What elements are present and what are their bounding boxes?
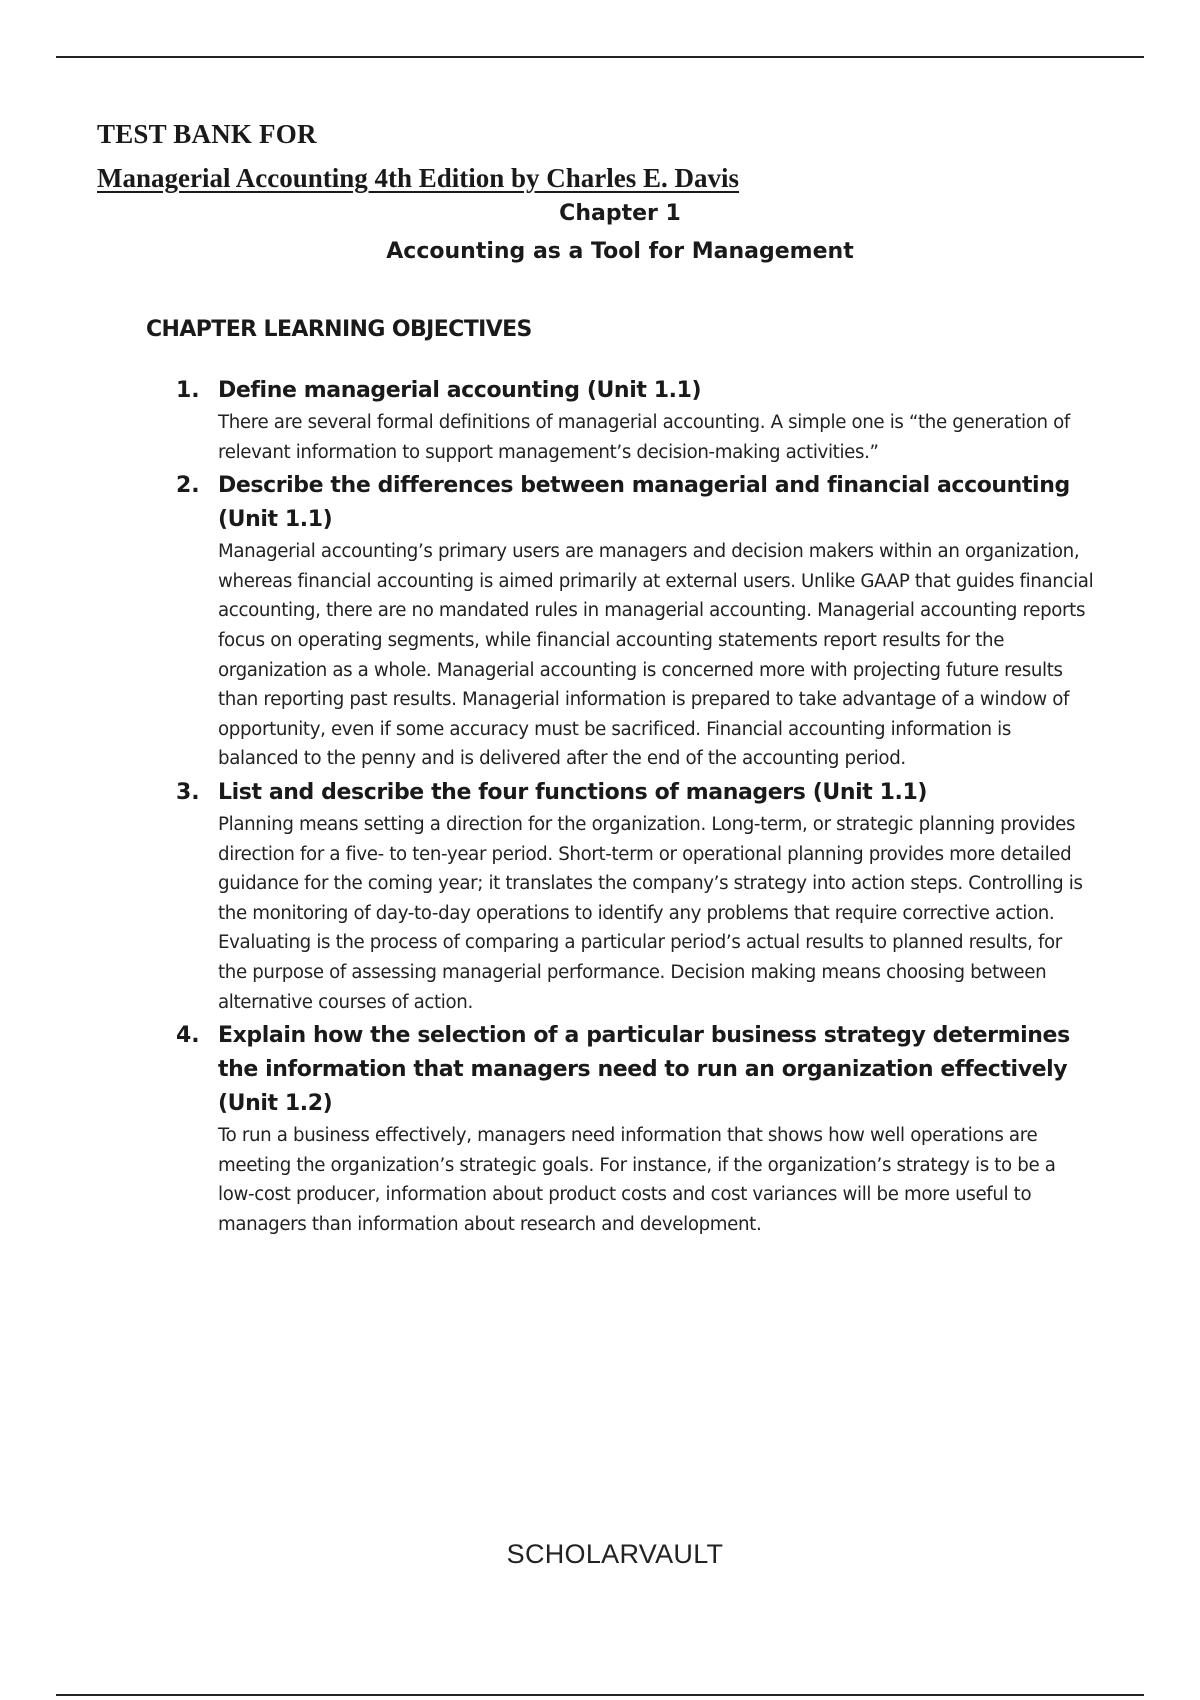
document-header bbox=[97, 112, 739, 200]
objective-body: To run a business effectively, managers need information that shows how well operations are meeting the organization’s strategic goals. For instance, if the organization’s strategy is to be a low-cost producer, information about product costs and cost variances will be more useful to managers than information about research and development. bbox=[218, 1125, 1056, 1235]
objective-number: 3. bbox=[176, 779, 200, 805]
objective-body: There are several formal definitions of managerial accounting. A simple one is “the generation of relevant information to support management’s decision-making activities.” bbox=[218, 412, 1070, 463]
objective-heading: Describe the differences between managerial and financial accounting (Unit 1.1) bbox=[218, 473, 1070, 533]
objective-heading: Explain how the selection of a particular business strategy determines the information that managers need to run an organization effectively (Unit 1.2) bbox=[218, 1023, 1070, 1117]
objective-item-1 bbox=[176, 374, 1096, 467]
chapter-title: Accounting as a Tool for Management bbox=[386, 239, 854, 264]
chapter-number: Chapter 1 bbox=[559, 201, 681, 226]
watermark-label: SCHOLARVAULT bbox=[506, 1539, 724, 1569]
objective-body: Managerial accounting’s primary users are managers and decision makers within an organization, whereas financial accounting is aimed primarily at external users. Unlike GAAP that guides financial accounting, there are no mandated rules in managerial accounting. Managerial accounting reports focus on operating segments, while financial accounting statements report results for the organization as a whole. Managerial accounting is concerned more with projecting future results than reporting past results. Managerial information is prepared to take advantage of a window of opportunity, even if some accuracy must be sacrificed. Financial accounting information is balanced to the penny and is delivered after the end of the accounting period. bbox=[218, 541, 1094, 770]
objective-number: 1. bbox=[176, 378, 200, 403]
test-bank-label: TEST BANK FOR bbox=[97, 119, 317, 149]
objective-heading: Define managerial accounting (Unit 1.1) bbox=[218, 378, 702, 403]
objective-item-2 bbox=[176, 469, 1096, 774]
objective-body: Planning means setting a direction for the organization. Long-term, or strategic planning provides direction for a five- to ten-year period. Short-term or operational planning provides more detailed guidance for the coming year; it translates the company’s strategy into action steps. Controlling is the monitoring of day-to-day operations to identify any problems that require corrective action. Evaluating is the process of comparing a particular period’s actual results to planned results, for the purpose of assessing managerial performance. Decision making means choosing between alternative courses of action. bbox=[218, 813, 1083, 1013]
objective-item-3 bbox=[176, 776, 1096, 1017]
book-title: Managerial Accounting 4th Edition by Charles E. Davis bbox=[97, 163, 740, 193]
bottom-divider bbox=[56, 1694, 1144, 1696]
top-divider bbox=[56, 56, 1144, 58]
objectives-heading: CHAPTER LEARNING OBJECTIVES bbox=[146, 317, 532, 342]
objective-heading: List and describe the four functions of managers (Unit 1.1) bbox=[218, 779, 928, 805]
objective-number: 2. bbox=[176, 473, 200, 499]
objective-number: 4. bbox=[176, 1023, 200, 1049]
objective-item-4 bbox=[176, 1019, 1096, 1239]
objectives-list bbox=[176, 374, 1096, 1241]
